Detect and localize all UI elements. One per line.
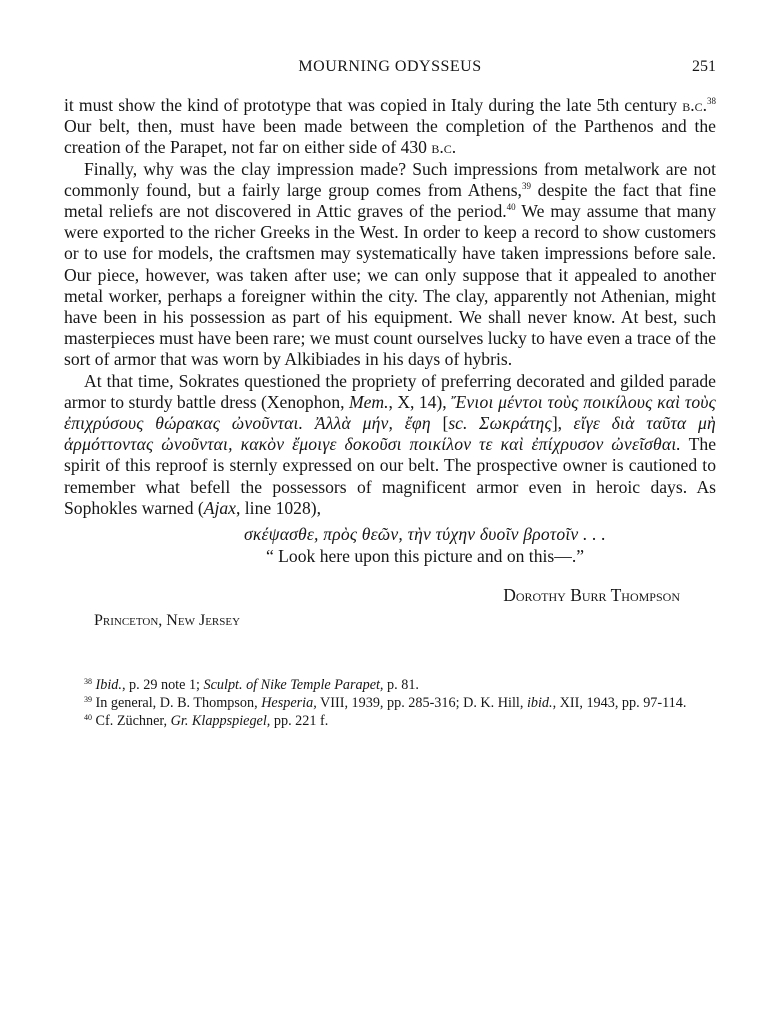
footnote-40	[64, 712, 716, 730]
text-span: it must show the kind of prototype that was copied in Italy during the late 5th century	[64, 95, 683, 115]
text-span: ],	[551, 413, 574, 434]
page-header	[64, 58, 716, 80]
citation-title: Ajax	[203, 497, 236, 518]
paragraph-3	[64, 371, 716, 519]
italic-text: Hesperia,	[261, 695, 317, 711]
italic-abbrev: sc.	[448, 413, 468, 434]
footnotes	[64, 676, 716, 730]
text-span: despite the fact that fine metal reliefs are not discovered in Attic graves of the period.	[64, 179, 716, 222]
text-span: Cf. Züchner,	[92, 713, 171, 729]
italic-text: ibid.	[526, 695, 553, 711]
text-span: , X, 14),	[388, 391, 452, 412]
italic-text: Ibid.	[95, 677, 122, 693]
page-number: 251	[692, 58, 716, 75]
era-abbrev: b.c.	[682, 95, 707, 115]
running-title: MOURNING ODYSSEUS	[298, 58, 482, 75]
text-span: pp. 221 f.	[270, 713, 329, 729]
footnote-38	[64, 676, 716, 694]
footnote-number: 38	[84, 677, 92, 686]
citation-title: Mem.	[348, 391, 389, 412]
quote-english: “ Look here upon this picture and on this—.”	[265, 546, 585, 567]
quote-greek: σκέψασθε, πρὸς θεῶν, τὴν τύχην δυοῖν βροτοῖν . . .	[243, 524, 607, 545]
era-abbrev: b.c.	[431, 137, 457, 158]
text-span: , line 1028),	[236, 497, 322, 518]
author-signature: Dorothy Burr Thompson	[503, 585, 680, 606]
greek-quote: Σωκράτης	[467, 413, 552, 434]
footnote-number: 40	[84, 713, 92, 722]
text-span: VIII, 1939, pp. 285-316; D. K. Hill,	[316, 695, 527, 711]
text-span: , p. 29 note 1;	[121, 677, 204, 693]
block-quote	[64, 523, 716, 567]
paragraph-1	[64, 95, 716, 159]
text-span: p. 81.	[383, 677, 419, 693]
italic-text: Sculpt. of Nike Temple Parapet,	[203, 677, 384, 693]
footnote-ref[interactable]: 38	[707, 96, 716, 106]
text-span: We may assume that many were exported to the richer Greeks in the West. In order to keep a record to show customers or to use for models, the craftsmen may systematically have taken impressions before sale. Our piece, however, was taken after use; we can only suppose that it appealed to another metal worker, perhaps a foreigner within the city. The clay, apparently not Athenian, might have been in his possession as part of his equipment. We shall never know. At best, such masterpieces must have been rare; we must count ourselves lucky to have even a trace of the sort of armor that was worn by Alkibiades in his days of hybris.	[64, 201, 716, 370]
italic-text: Gr. Klappspiegel,	[170, 713, 271, 729]
text-span: At that time, Sokrates questioned the propriety of preferring decorated and gilded parade armor to sturdy battle dress (Xenophon,	[64, 370, 716, 412]
text-span: The spirit of this reproof is sternly expressed on our belt. The prospective owner is cautioned to remember what befell the possessors of magnificent armor even in heroic days. As Sophokles warned (	[64, 434, 716, 518]
text-span: Our belt, then, must have been made between the completion of the Parthenos and the creation of the Parapet, not far on either side of 430	[64, 116, 716, 158]
footnote-number: 39	[84, 695, 92, 704]
author-affiliation: Princeton, New Jersey	[94, 612, 241, 630]
footnote-ref[interactable]: 40	[506, 202, 516, 213]
text-span: [	[442, 413, 449, 434]
text-span: In general, D. B. Thompson,	[92, 695, 262, 711]
text-span: , XII, 1943, pp. 97-114.	[552, 695, 687, 711]
footnote-ref[interactable]: 39	[521, 180, 531, 191]
paragraph-2	[64, 159, 716, 371]
greek-quote: Ἔνιοι μέντοι τοὺς ποικίλους καὶ τοὺς ἐπιχρύσους θώρακας ὠνοῦνται. Ἀλλὰ μήν, ἔφη	[64, 391, 716, 434]
article-body	[64, 95, 716, 631]
greek-quote: εἴγε διὰ ταῦτα μὴ ἁρμόττοντας ὠνοῦνται, κακὸν ἔμοιγε δοκοῦσι ποικίλον τε καὶ ἐπίχρυσον ὠνεῖσθαι.	[64, 413, 716, 455]
text-span: Finally, why was the clay impression made? Such impressions from metalwork are not commonly found, but a fairly large group comes from Athens,	[64, 158, 716, 200]
footnote-39	[64, 694, 716, 712]
